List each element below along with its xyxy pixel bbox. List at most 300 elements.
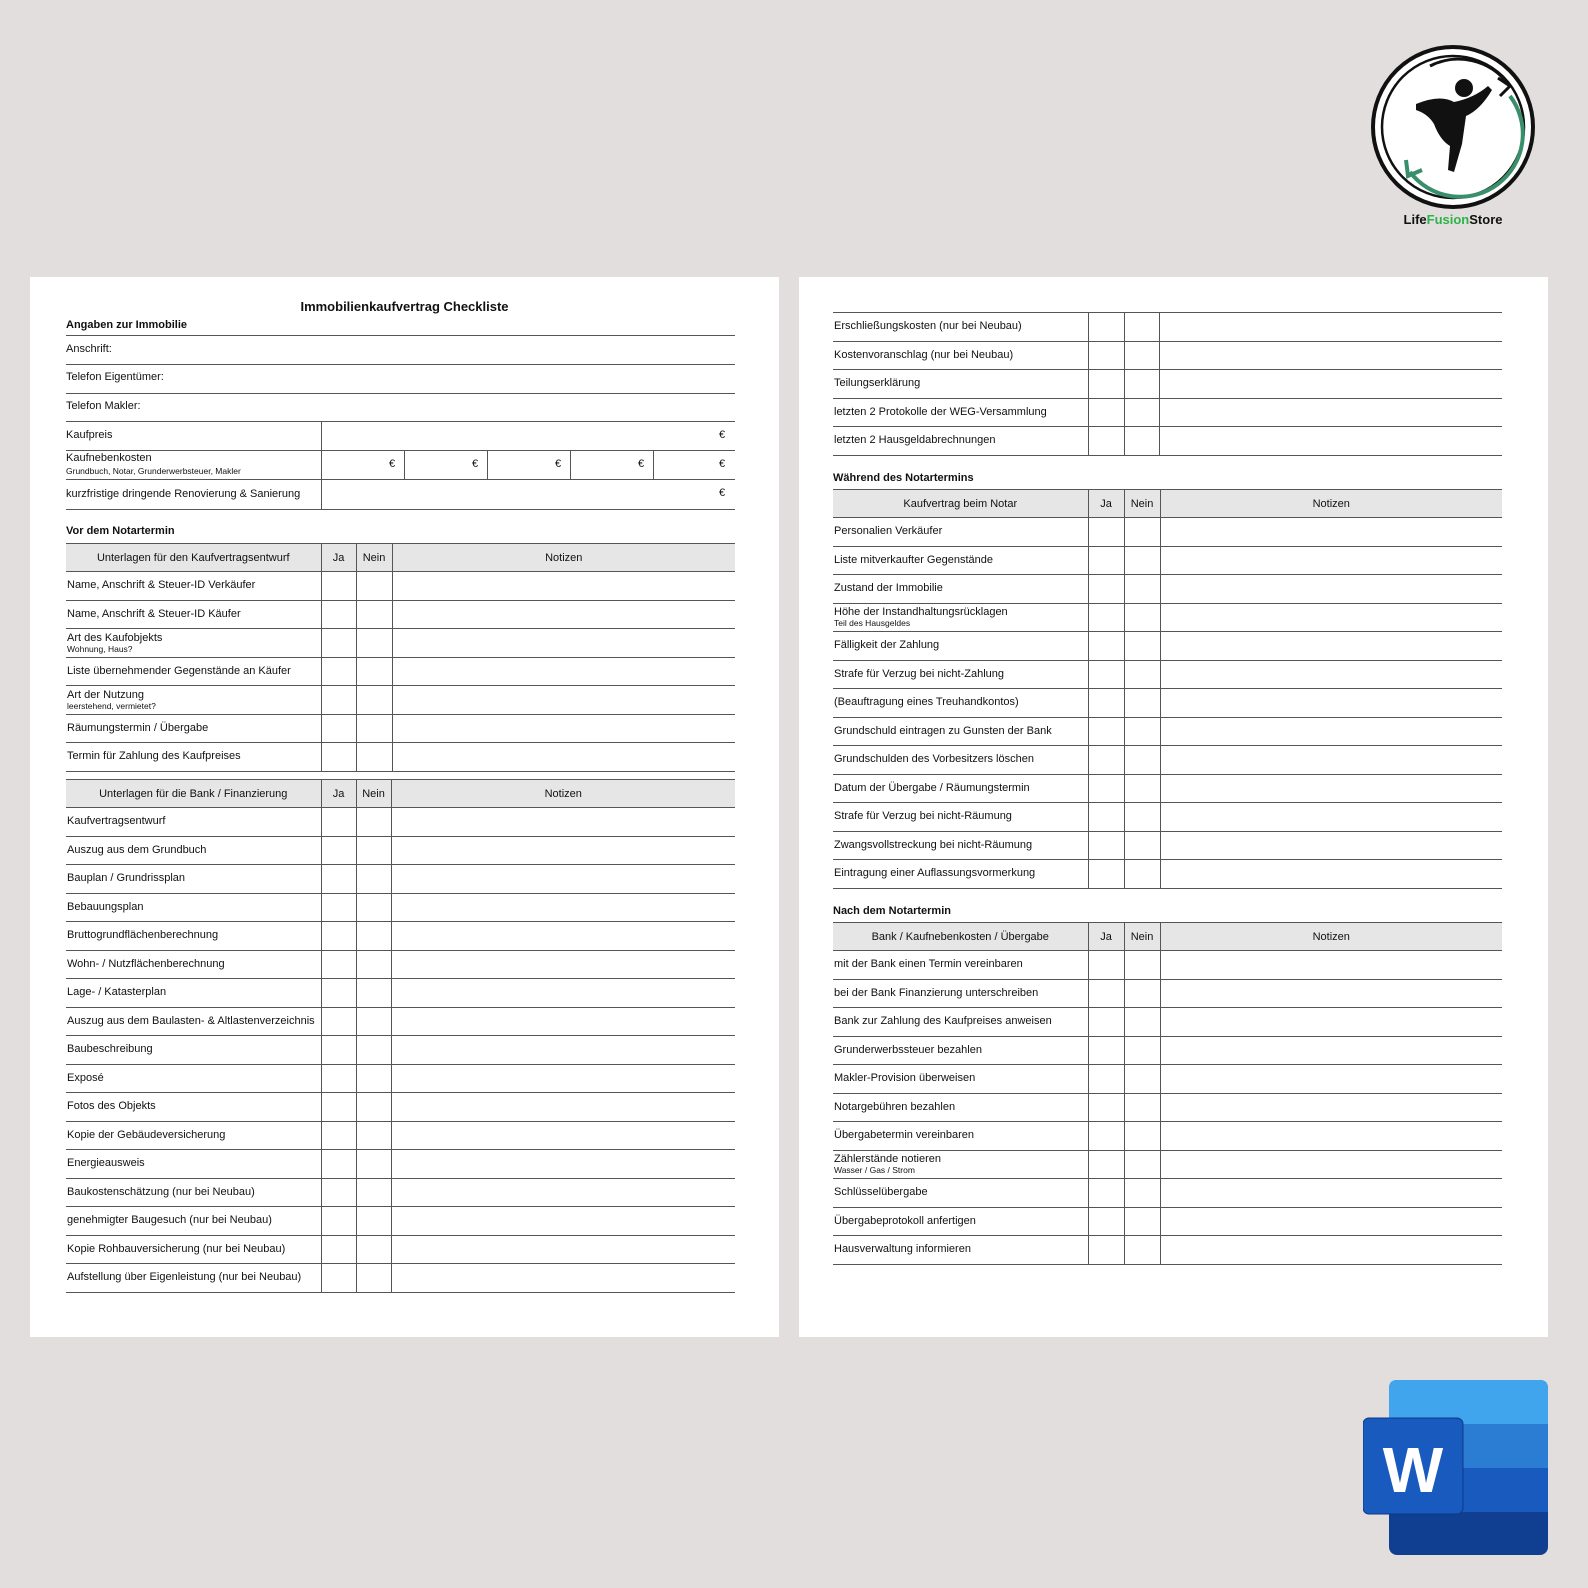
notizen-cell[interactable] [392, 657, 735, 686]
column-header-notizen: Notizen [1160, 490, 1502, 518]
table-row [833, 632, 1502, 661]
row-label: Aufstellung über Eigenleistung (nur bei Neubau) [67, 1271, 302, 1284]
row-label: Teilungserklärung [834, 377, 921, 390]
telefon-makler-label: Telefon Makler: [66, 400, 141, 412]
table-waehrend-notartermin [833, 489, 1502, 889]
kaufpreis-label: Kaufpreis [66, 429, 113, 441]
notizen-cell[interactable] [1159, 313, 1502, 342]
column-header-ja: Ja [1088, 490, 1124, 518]
nein-cell[interactable] [1124, 398, 1159, 427]
row-label-cell [833, 398, 1088, 427]
ja-cell[interactable] [1088, 717, 1124, 746]
row-label-cell [66, 979, 321, 1008]
row-label-cell [66, 1264, 321, 1293]
notizen-cell[interactable] [1160, 1122, 1502, 1151]
ja-cell[interactable] [1088, 831, 1124, 860]
ja-cell[interactable] [1088, 398, 1124, 427]
notizen-cell[interactable] [1160, 603, 1502, 632]
nein-cell[interactable] [356, 865, 391, 894]
nein-cell[interactable] [356, 1121, 391, 1150]
nein-cell[interactable] [356, 657, 392, 686]
nein-cell[interactable] [1124, 979, 1160, 1008]
column-header-ja: Ja [321, 780, 356, 808]
notizen-cell[interactable] [391, 808, 735, 837]
notizen-cell[interactable] [391, 979, 735, 1008]
notizen-cell[interactable] [392, 572, 735, 601]
row-label-cell [833, 603, 1088, 632]
ja-cell[interactable] [1088, 746, 1124, 775]
notizen-cell[interactable] [391, 1207, 735, 1236]
row-label-cell [66, 1235, 321, 1264]
row-label: Höhe der Instandhaltungsrücklagen [834, 606, 1008, 619]
ja-cell[interactable] [321, 979, 356, 1008]
nein-cell[interactable] [356, 1178, 391, 1207]
ja-cell[interactable] [321, 836, 356, 865]
notizen-cell[interactable] [1160, 575, 1502, 604]
notizen-cell[interactable] [1160, 689, 1502, 718]
nein-cell[interactable] [1124, 313, 1159, 342]
table-row [66, 1036, 735, 1065]
ja-cell[interactable] [321, 657, 356, 686]
notizen-cell[interactable] [391, 1235, 735, 1264]
nein-cell[interactable] [356, 1007, 391, 1036]
ja-cell[interactable] [1088, 1036, 1124, 1065]
nein-cell[interactable] [1124, 660, 1160, 689]
ja-cell[interactable] [321, 1178, 356, 1207]
ja-cell[interactable] [321, 1235, 356, 1264]
ja-cell[interactable] [1088, 689, 1124, 718]
row-label: Grundschulden des Vorbesitzers löschen [834, 753, 1034, 766]
notizen-cell[interactable] [392, 629, 735, 658]
row-label: letzten 2 Hausgeldabrechnungen [834, 434, 996, 447]
table-row [66, 743, 735, 772]
table-row [66, 979, 735, 1008]
nein-cell[interactable] [1124, 546, 1160, 575]
notizen-cell[interactable] [1160, 1008, 1502, 1037]
nein-cell[interactable] [1124, 689, 1160, 718]
table-row [833, 1150, 1502, 1179]
nebenkosten-currency-5: € [719, 458, 726, 470]
ja-cell[interactable] [1088, 774, 1124, 803]
row-label-cell [66, 1064, 321, 1093]
row-label: Baukostenschätzung (nur bei Neubau) [67, 1185, 255, 1198]
row-label: Art der Nutzung [67, 688, 145, 701]
row-label: letzten 2 Protokolle der WEG-Versammlung [834, 405, 1047, 418]
row-label-cell [833, 951, 1088, 980]
table-nach-notartermin [833, 922, 1502, 1265]
row-label: Notargebühren bezahlen [834, 1100, 956, 1113]
table-row [66, 1121, 735, 1150]
notizen-cell[interactable] [392, 600, 735, 629]
notizen-cell[interactable] [1160, 803, 1502, 832]
ja-cell[interactable] [321, 1207, 356, 1236]
ja-cell[interactable] [1088, 1179, 1124, 1208]
ja-cell[interactable] [321, 629, 356, 658]
notizen-cell[interactable] [1160, 860, 1502, 889]
notizen-cell[interactable] [1160, 1179, 1502, 1208]
table-row [66, 1064, 735, 1093]
table-row [833, 979, 1502, 1008]
ja-cell[interactable] [321, 686, 356, 715]
row-label-cell [833, 979, 1088, 1008]
table-row [66, 686, 735, 715]
notizen-cell[interactable] [1160, 717, 1502, 746]
notizen-cell[interactable] [1160, 774, 1502, 803]
nein-cell[interactable] [1124, 518, 1160, 547]
column-header-bank-kaufnebenkosten: Bank / Kaufnebenkosten / Übergabe [833, 923, 1088, 951]
section-nach-title: Nach dem Notartermin [833, 905, 951, 917]
row-label-cell [66, 1121, 321, 1150]
row-sublabel: Wohnung, Haus? [67, 643, 133, 654]
notizen-cell[interactable] [392, 714, 735, 743]
nein-cell[interactable] [356, 893, 391, 922]
ja-cell[interactable] [321, 600, 356, 629]
section-angaben-title: Angaben zur Immobilie [66, 319, 188, 331]
row-label: Strafe für Verzug bei nicht-Räumung [834, 810, 1012, 823]
table-row [66, 1178, 735, 1207]
nein-cell[interactable] [1124, 427, 1159, 456]
nein-cell[interactable] [1124, 341, 1159, 370]
nein-cell[interactable] [1124, 1150, 1160, 1179]
row-label: Makler-Provision überweisen [834, 1072, 976, 1085]
table-bank-finanzierung [66, 779, 735, 1293]
notizen-cell[interactable] [1160, 518, 1502, 547]
ja-cell[interactable] [321, 714, 356, 743]
table-row [66, 714, 735, 743]
row-label: Kaufvertragsentwurf [67, 815, 166, 828]
table-row [833, 746, 1502, 775]
ja-cell[interactable] [321, 743, 356, 772]
telefon-eigentuemer-label: Telefon Eigentümer: [66, 371, 164, 383]
nebenkosten-currency-2: € [472, 458, 479, 470]
row-label-cell [833, 831, 1088, 860]
ja-cell[interactable] [321, 572, 356, 601]
column-header-notizen: Notizen [392, 544, 735, 572]
table-row [833, 546, 1502, 575]
word-letter: W [1382, 1434, 1444, 1506]
table-row [66, 865, 735, 894]
nein-cell[interactable] [1124, 632, 1160, 661]
notizen-cell[interactable] [1159, 341, 1502, 370]
nein-cell[interactable] [1124, 831, 1160, 860]
table-row [833, 1093, 1502, 1122]
table-row [66, 922, 735, 951]
row-label: Fälligkeit der Zahlung [834, 639, 940, 652]
row-label-cell [66, 1093, 321, 1122]
row-label: bei der Bank Finanzierung unterschreiben [834, 986, 1039, 999]
ja-cell[interactable] [1088, 1207, 1124, 1236]
notizen-cell[interactable] [1160, 660, 1502, 689]
nein-cell[interactable] [1124, 746, 1160, 775]
row-label: Personalien Verkäufer [834, 525, 943, 538]
notizen-cell[interactable] [1159, 398, 1502, 427]
row-label-cell [833, 1122, 1088, 1151]
notizen-cell[interactable] [391, 865, 735, 894]
table-row [66, 1235, 735, 1264]
notizen-cell[interactable] [1160, 1065, 1502, 1094]
row-label-cell [833, 860, 1088, 889]
table-row [66, 950, 735, 979]
table-row [833, 313, 1502, 342]
nein-cell[interactable] [356, 1064, 391, 1093]
table-row [66, 657, 735, 686]
nein-cell[interactable] [356, 1264, 391, 1293]
row-label-cell [66, 1150, 321, 1179]
row-label-cell [833, 427, 1088, 456]
column-header-notizen: Notizen [391, 780, 735, 808]
nein-cell[interactable] [356, 743, 392, 772]
row-label: Exposé [67, 1071, 104, 1084]
nein-cell[interactable] [356, 1093, 391, 1122]
notizen-cell[interactable] [1160, 546, 1502, 575]
row-label-cell [66, 743, 321, 772]
notizen-cell[interactable] [392, 686, 735, 715]
nein-cell[interactable] [1124, 603, 1160, 632]
ja-cell[interactable] [1088, 341, 1124, 370]
row-label: Übergabeprotokoll anfertigen [834, 1214, 976, 1227]
row-label-cell [66, 1007, 321, 1036]
ja-cell[interactable] [1088, 1093, 1124, 1122]
ja-cell[interactable] [321, 922, 356, 951]
row-label: Auszug aus dem Baulasten- & Altlastenverzeichnis [67, 1014, 315, 1027]
table-row [833, 1179, 1502, 1208]
row-label-cell [833, 1093, 1088, 1122]
notizen-cell[interactable] [391, 1093, 735, 1122]
row-label: Bruttogrundflächenberechnung [67, 929, 219, 942]
notizen-cell[interactable] [391, 1036, 735, 1065]
row-label: Schlüsselübergabe [834, 1186, 928, 1199]
ja-cell[interactable] [1088, 603, 1124, 632]
ja-cell[interactable] [1088, 1122, 1124, 1151]
row-label-cell [66, 893, 321, 922]
ja-cell[interactable] [321, 1007, 356, 1036]
column-header-kaufvertrag: Kaufvertrag beim Notar [833, 490, 1088, 518]
notizen-cell[interactable] [391, 1064, 735, 1093]
ja-cell[interactable] [321, 950, 356, 979]
row-label-cell [66, 1207, 321, 1236]
notizen-cell[interactable] [1160, 979, 1502, 1008]
row-label-cell [833, 746, 1088, 775]
nein-cell[interactable] [1124, 1065, 1160, 1094]
ja-cell[interactable] [1088, 632, 1124, 661]
row-label: Kopie der Gebäudeversicherung [67, 1128, 226, 1141]
notizen-cell[interactable] [391, 950, 735, 979]
nein-cell[interactable] [356, 1150, 391, 1179]
ja-cell[interactable] [1088, 518, 1124, 547]
nein-cell[interactable] [356, 1036, 391, 1065]
notizen-cell[interactable] [391, 1007, 735, 1036]
kaufnebenkosten-sub: Grundbuch, Notar, Grunderwerbsteuer, Makler [66, 466, 241, 476]
row-label: Bank zur Zahlung des Kaufpreises anweisen [834, 1015, 1052, 1028]
table-row [833, 370, 1502, 399]
ja-cell[interactable] [1088, 1236, 1124, 1265]
ja-cell[interactable] [321, 808, 356, 837]
row-label-cell [66, 600, 321, 629]
row-label-cell [66, 572, 321, 601]
table-row [66, 1007, 735, 1036]
table-row [833, 717, 1502, 746]
notizen-cell[interactable] [391, 922, 735, 951]
nein-cell[interactable] [1124, 1093, 1160, 1122]
nein-cell[interactable] [356, 629, 392, 658]
ja-cell[interactable] [1088, 1008, 1124, 1037]
nein-cell[interactable] [356, 808, 391, 837]
ja-cell[interactable] [1088, 1065, 1124, 1094]
row-label-cell [833, 632, 1088, 661]
table-row [833, 803, 1502, 832]
row-label: Hausverwaltung informieren [834, 1243, 971, 1256]
ja-cell[interactable] [1088, 546, 1124, 575]
row-label-cell [833, 1179, 1088, 1208]
ja-cell[interactable] [1088, 860, 1124, 889]
notizen-cell[interactable] [1160, 831, 1502, 860]
nein-cell[interactable] [356, 686, 392, 715]
table-vor-notartermin [66, 543, 735, 772]
nein-cell[interactable] [356, 1207, 391, 1236]
ja-cell[interactable] [1088, 370, 1124, 399]
row-label: Eintragung einer Auflassungsvormerkung [834, 867, 1036, 880]
table-row [833, 1207, 1502, 1236]
row-label-cell [833, 341, 1088, 370]
row-label: mit der Bank einen Termin vereinbaren [834, 958, 1023, 971]
row-label: Grundschuld eintragen zu Gunsten der Bank [834, 724, 1052, 737]
row-label-cell [833, 575, 1088, 604]
notizen-cell[interactable] [1160, 951, 1502, 980]
ja-cell[interactable] [321, 1093, 356, 1122]
nein-cell[interactable] [1124, 1008, 1160, 1037]
nein-cell[interactable] [1124, 1036, 1160, 1065]
nein-cell[interactable] [356, 979, 391, 1008]
table-row [66, 836, 735, 865]
row-label-cell [833, 1065, 1088, 1094]
ja-cell[interactable] [1088, 979, 1124, 1008]
row-label: Fotos des Objekts [67, 1100, 156, 1113]
table-row [833, 1236, 1502, 1265]
nein-cell[interactable] [1124, 717, 1160, 746]
notizen-cell[interactable] [1160, 1036, 1502, 1065]
row-label: Name, Anschrift & Steuer-ID Käufer [67, 607, 241, 620]
notizen-cell[interactable] [391, 1178, 735, 1207]
microsoft-word-icon [1363, 1380, 1548, 1555]
notizen-cell[interactable] [1160, 1150, 1502, 1179]
ja-cell[interactable] [321, 1036, 356, 1065]
nein-cell[interactable] [1124, 1236, 1160, 1265]
nein-cell[interactable] [356, 714, 392, 743]
nein-cell[interactable] [356, 1235, 391, 1264]
ja-cell[interactable] [321, 1264, 356, 1293]
row-label-cell [66, 950, 321, 979]
table-row [66, 1150, 735, 1179]
notizen-cell[interactable] [1159, 427, 1502, 456]
table-row [833, 860, 1502, 889]
nein-cell[interactable] [1124, 860, 1160, 889]
row-label-cell [833, 660, 1088, 689]
notizen-cell[interactable] [391, 1121, 735, 1150]
table-row [66, 808, 735, 837]
table-row [833, 774, 1502, 803]
row-label-cell [66, 657, 321, 686]
row-label: Kostenvoranschlag (nur bei Neubau) [834, 348, 1014, 361]
notizen-cell[interactable] [1160, 632, 1502, 661]
row-label: Liste übernehmender Gegenstände an Käufer [67, 664, 291, 677]
ja-cell[interactable] [1088, 575, 1124, 604]
column-header-ja: Ja [321, 544, 356, 572]
ja-cell[interactable] [321, 893, 356, 922]
nein-cell[interactable] [1124, 774, 1160, 803]
row-label: Zählerstände notieren [834, 1153, 942, 1166]
row-label: Erschließungskosten (nur bei Neubau) [834, 320, 1022, 333]
document-title: Immobilienkaufvertrag Checkliste [300, 299, 509, 314]
ja-cell[interactable] [1088, 1150, 1124, 1179]
column-header-nein: Nein [356, 780, 391, 808]
nein-cell[interactable] [1124, 575, 1160, 604]
notizen-cell[interactable] [391, 1264, 735, 1293]
nein-cell[interactable] [1124, 370, 1159, 399]
notizen-cell[interactable] [391, 893, 735, 922]
notizen-cell[interactable] [1160, 746, 1502, 775]
notizen-cell[interactable] [1160, 1207, 1502, 1236]
notizen-cell[interactable] [1159, 370, 1502, 399]
table-row [833, 951, 1502, 980]
notizen-cell[interactable] [391, 1150, 735, 1179]
row-label-cell [833, 1150, 1088, 1179]
column-header-unterlagen: Unterlagen für den Kaufvertragsentwurf [66, 544, 321, 572]
notizen-cell[interactable] [392, 743, 735, 772]
nein-cell[interactable] [356, 572, 392, 601]
document-page-right [799, 277, 1548, 1337]
row-label-cell [833, 774, 1088, 803]
ja-cell[interactable] [321, 1150, 356, 1179]
notizen-cell[interactable] [391, 836, 735, 865]
row-label: Name, Anschrift & Steuer-ID Verkäufer [67, 579, 256, 592]
table-row [833, 831, 1502, 860]
ja-cell[interactable] [1088, 427, 1124, 456]
renovierung-label: kurzfristige dringende Renovierung & Sanierung [66, 488, 301, 500]
ja-cell[interactable] [1088, 313, 1124, 342]
table-row [833, 575, 1502, 604]
nein-cell[interactable] [356, 836, 391, 865]
ja-cell[interactable] [1088, 803, 1124, 832]
ja-cell[interactable] [1088, 660, 1124, 689]
table-row [66, 1264, 735, 1293]
nein-cell[interactable] [1124, 1179, 1160, 1208]
table-row [833, 427, 1502, 456]
nein-cell[interactable] [1124, 1207, 1160, 1236]
row-label: Zwangsvollstreckung bei nicht-Räumung [834, 838, 1033, 851]
row-label-cell [66, 865, 321, 894]
nein-cell[interactable] [1124, 803, 1160, 832]
ja-cell[interactable] [321, 865, 356, 894]
notizen-cell[interactable] [1160, 1093, 1502, 1122]
row-label: Baubeschreibung [67, 1043, 153, 1056]
nein-cell[interactable] [356, 922, 391, 951]
ja-cell[interactable] [321, 1064, 356, 1093]
nein-cell[interactable] [356, 600, 392, 629]
row-label: Art des Kaufobjekts [67, 631, 163, 644]
notizen-cell[interactable] [1160, 1236, 1502, 1265]
nein-cell[interactable] [1124, 951, 1160, 980]
ja-cell[interactable] [321, 1121, 356, 1150]
nein-cell[interactable] [1124, 1122, 1160, 1151]
table-row [833, 660, 1502, 689]
kaufnebenkosten-label: Kaufnebenkosten [66, 452, 152, 464]
table-row [833, 1122, 1502, 1151]
row-label-cell [66, 686, 321, 715]
ja-cell[interactable] [1088, 951, 1124, 980]
row-label: Bebauungsplan [67, 900, 144, 913]
nein-cell[interactable] [356, 950, 391, 979]
row-label-cell [833, 313, 1088, 342]
